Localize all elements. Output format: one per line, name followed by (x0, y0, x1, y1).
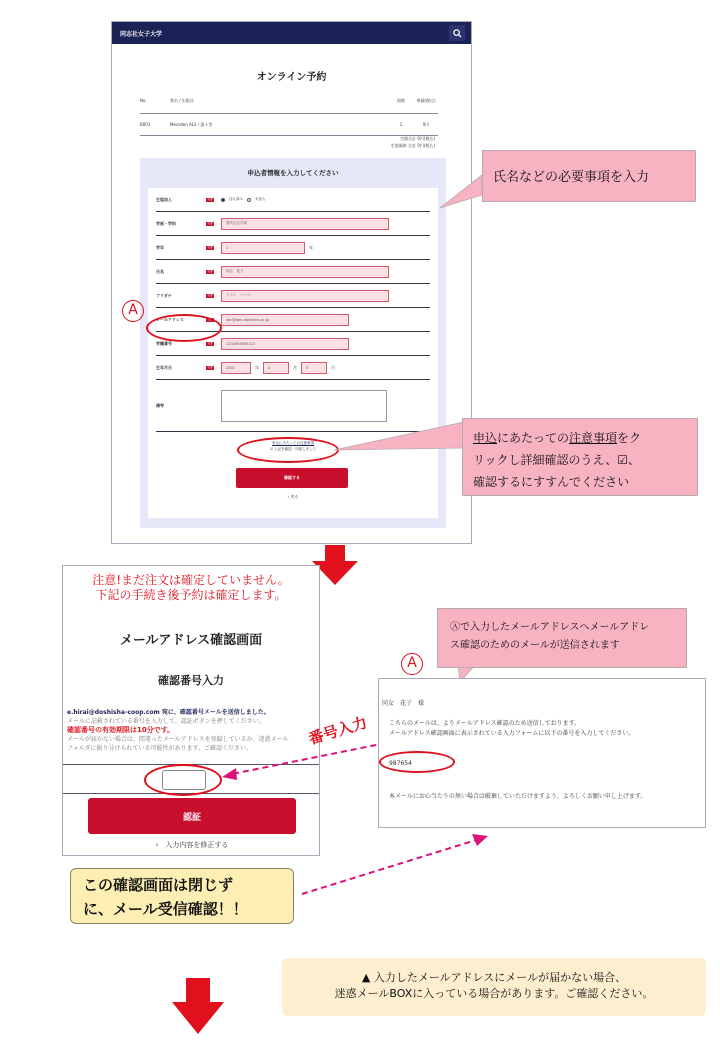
field-birthday (156, 356, 430, 380)
warning-message (63, 573, 319, 603)
field-label: 学籍番号 (156, 340, 172, 346)
note-text-1: 入力したメールアドレスにメールが届かない場合、 (373, 971, 627, 984)
note-line-2: 迷惑メールBOXに入っている場合があります。ご確認ください。 (334, 987, 654, 1000)
field-member (156, 188, 430, 212)
field-label: 生協加入 (156, 196, 172, 202)
email-body-line-1: こちらのメールは、よりメールアドレス確認のため送信しております。 (389, 720, 581, 727)
order-table (140, 88, 438, 136)
cell-price: 0円 (422, 121, 430, 127)
header-price: 単価(税込) (416, 97, 436, 103)
radio-not-joined[interactable] (247, 198, 251, 202)
code-entry-label: 番号入力 (306, 713, 370, 749)
reservation-form-screenshot (111, 21, 472, 544)
notice-highlight-ellipse (237, 437, 339, 463)
grade-input[interactable]: 1 (221, 242, 305, 254)
day-unit: 日 (331, 364, 335, 370)
sent-line-5: フォルダに振り分けられている可能性があります。ご確認ください。 (67, 745, 252, 752)
required-badge: 必須 (207, 317, 213, 321)
email-body-intro (389, 719, 634, 739)
list-price-total: 定価合計 0円(税込) (400, 136, 435, 141)
field-name (156, 260, 430, 284)
email-body-line-2: メールアドレス確認画面に表示されている入力フォームに以下の番号を入力してください。 (389, 730, 635, 737)
kana-input[interactable]: ドウシ ハナコ (221, 290, 389, 302)
code-input-highlight-ellipse (144, 764, 222, 796)
field-grade (156, 236, 430, 260)
callout-line-1 (473, 427, 689, 449)
header-qty: 冊数 (397, 97, 405, 103)
year-unit: 年 (255, 364, 259, 370)
verification-title: メールアドレス確認画面 (119, 633, 263, 648)
callout-line-2: リックし詳細確認のうえ、☑、 (473, 453, 640, 467)
back-link[interactable]: ‹ 戻る (287, 494, 299, 499)
email-input[interactable]: abc@dwc.doshisha.ac.jp (221, 314, 349, 326)
callout-line-1: Ⓐで入力したメールアドレスへメールアドレ (450, 622, 650, 633)
email-recipient (382, 698, 424, 707)
marker-a-letter: A (122, 300, 144, 322)
cell-qty: 1 (399, 122, 403, 127)
recipient-honorific: 様 (418, 700, 425, 707)
radio-not-joined-label: 未加入 (255, 197, 266, 201)
callout-input-required: 氏名などの必要事項を入力 (482, 150, 696, 202)
required-badge: 必須 (207, 293, 213, 297)
down-arrow-icon (172, 978, 224, 1034)
birth-year-select[interactable]: 2001 (221, 362, 251, 374)
dashed-arrow (296, 832, 496, 902)
warning-icon: ▲ (361, 971, 371, 984)
sent-line-3: 確認番号の有効期限は10分です。 (67, 726, 175, 734)
required-badge: 必須 (207, 341, 213, 345)
callout-line-3: 確認するにすすんでください (473, 475, 630, 489)
search-button[interactable] (449, 25, 465, 41)
required-badge: 必須 (207, 197, 213, 201)
coop-price-total: 生協価格 合計 0円(税込) (390, 143, 435, 148)
search-icon (453, 29, 462, 38)
sent-line-1: e.hirai@doshisha-coop.com 宛に、確認番号メールを送信しました。 (67, 709, 270, 716)
month-unit: 月 (293, 364, 297, 370)
keep-screen-open-note (70, 868, 294, 924)
site-header (112, 22, 471, 44)
callout-underline-notice: 注意事項 (569, 431, 618, 445)
field-label: 氏名 (156, 268, 164, 274)
callout-line-2: ス確認のためのメールが送信されます (450, 640, 620, 651)
email-body-footer: 本メールにお心当たりの無い場合は破棄していただけますよう、よろしくお願い申し上げます。 (389, 793, 647, 800)
field-kana (156, 284, 430, 308)
field-label: フリガナ (156, 292, 172, 298)
warning-line-2: 下記の手続き後予約は確定します。 (95, 588, 287, 602)
required-badge: 必須 (207, 245, 213, 249)
header-title: 書名 / 出版社 (170, 97, 194, 103)
email-verification-code: 987654 (389, 760, 412, 767)
faculty-input[interactable]: 現代社会学部 (221, 218, 389, 230)
radio-joined[interactable] (221, 198, 225, 202)
name-input[interactable]: 同志 花子 (221, 266, 389, 278)
email-highlight-ellipse (146, 314, 222, 342)
callout-underline-apply: 申込 (473, 431, 498, 445)
marker-a-letter: A (401, 653, 423, 675)
field-faculty (156, 212, 430, 236)
callout-pointer (330, 420, 470, 460)
radio-joined-label: 加入済み (229, 197, 243, 201)
callout-notice-instructions (462, 418, 698, 496)
marker-a (401, 651, 423, 675)
dashed-arrow (218, 735, 398, 785)
form-title: 申込者情報を入力してください (247, 169, 339, 177)
sent-line-2: メールに記載されている番号を入力して、認証ボタンを押してください。 (67, 718, 265, 725)
applicant-form-panel (140, 158, 446, 528)
code-entry-subtitle: 確認番号入力 (158, 674, 224, 687)
grade-unit: 年 (309, 244, 313, 250)
agree-checkbox-text: 上記を確認・同意しました (274, 447, 317, 451)
birth-day-input[interactable]: 5 (301, 362, 327, 374)
cell-title: Mecollen AL2 / 誰々堂 (170, 121, 213, 127)
callout-text-end: をク (617, 431, 642, 445)
email-verification-screenshot (62, 565, 320, 856)
field-label: 生年月日 (156, 364, 172, 370)
field-label: メールアドレス (156, 316, 184, 322)
note-line-1 (282, 970, 706, 986)
birth-month-input[interactable]: 4 (263, 362, 289, 374)
order-totals (391, 135, 435, 149)
field-label: 学部・学科 (156, 220, 176, 226)
page-title: オンライン予約 (256, 72, 327, 83)
recipient-name: 同女 花子 (382, 700, 413, 707)
note-line-2: に、メール受信確認！！ (83, 900, 248, 918)
marker-a (122, 298, 144, 322)
site-logo[interactable]: 同志社女子大学 (120, 30, 163, 38)
sent-line-4: メールが届かない場合は、間違ったメールアドレスを登録しているか、迷惑メール (67, 736, 289, 743)
required-badge: 必須 (207, 221, 213, 225)
required-badge: 必須 (207, 365, 213, 369)
note-line-1: この確認画面は閉じず (83, 876, 234, 894)
member-radio-group (221, 197, 266, 202)
email-code-highlight-ellipse (379, 751, 455, 773)
field-label: 学年 (156, 244, 164, 250)
field-label: 備考 (156, 402, 164, 408)
notice-link[interactable]: 申込にあたっての注意事項 (272, 441, 314, 445)
warning-line-1: 注意!まだ注文は確定していません。 (92, 573, 290, 587)
spam-folder-note (282, 958, 706, 1016)
callout-text-mid: にあたっての (497, 431, 570, 445)
confirm-button[interactable]: 確認する (236, 468, 348, 488)
cell-no: B001 (140, 122, 151, 127)
notes-textarea[interactable] (221, 390, 387, 422)
agree-checkbox-label[interactable]: ☑ 上記を確認・同意しました (269, 447, 317, 451)
header-no: No. (140, 98, 147, 103)
callout-email-sent (437, 608, 687, 668)
table-row (140, 114, 438, 136)
authenticate-button[interactable]: 認証 (88, 798, 296, 834)
form-body (148, 188, 438, 518)
required-badge: 必須 (207, 269, 213, 273)
student-id-input[interactable]: 1234567890123 (221, 338, 349, 350)
table-header (140, 88, 438, 114)
edit-input-link[interactable]: ‹ 入力内容を修正する (155, 841, 229, 849)
